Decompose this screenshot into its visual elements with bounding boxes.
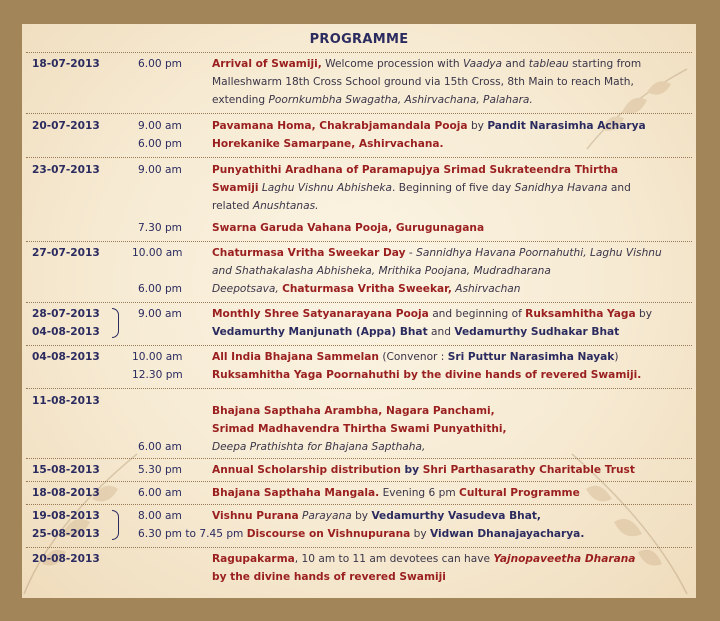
entry-time: 7.30 pm — [138, 222, 182, 234]
entry-text: related Anushtanas. — [212, 200, 319, 212]
divider — [26, 302, 692, 303]
entry-text: Swamiji Laghu Vishnu Abhisheka. Beginning of five day Sanidhya Havana and — [212, 182, 631, 194]
entry-time: 6.00 am — [138, 441, 182, 453]
entry-time: 10.00 am — [132, 351, 183, 363]
entry-text: Bhajana Sapthaha Mangala. Evening 6 pm Cultural Programme — [212, 487, 580, 499]
date-range-brace — [112, 308, 119, 338]
entry-text: Horekanike Samarpane, Ashirvachana. — [212, 138, 444, 150]
divider — [26, 458, 692, 459]
entry-time: 9.00 am — [138, 120, 182, 132]
entry-date: 04-08-2013 — [32, 326, 100, 338]
entry-text: Srimad Madhavendra Thirtha Swami Punyathithi, — [212, 423, 507, 435]
entry-text: extending Poornkumbha Swagatha, Ashirvachana, Palahara. — [212, 94, 533, 106]
date-range-brace — [112, 510, 119, 540]
entry-text: Monthly Shree Satyanarayana Pooja and beginning of Ruksamhitha Yaga by — [212, 308, 652, 320]
page-title: PROGRAMME — [309, 32, 409, 47]
divider — [26, 241, 692, 242]
entry-date: 25-08-2013 — [32, 528, 100, 540]
entry-text: Pavamana Homa, Chakrabjamandala Pooja by Pandit Narasimha Acharya — [212, 120, 646, 132]
entry-date: 18-08-2013 — [32, 487, 100, 499]
entry-text: Malleshwarm 18th Cross School ground via 15th Cross, 8th Main to reach Math, — [212, 76, 634, 88]
entry-text: 6.30 pm to 7.45 pm Discourse on Vishnupurana by Vidwan Dhanajayacharya. — [138, 528, 585, 540]
divider — [26, 388, 692, 389]
entry-text: All India Bhajana Sammelan (Convenor : Sri Puttur Narasimha Nayak) — [212, 351, 619, 363]
entry-text: Punyathithi Aradhana of Paramapujya Srimad Sukrateendra Thirtha — [212, 164, 619, 176]
entry-text: Swarna Garuda Vahana Pooja, Gurugunagana — [212, 222, 485, 234]
entry-time: 6.00 pm — [138, 283, 182, 295]
divider — [26, 345, 692, 346]
entry-time: 10.00 am — [132, 247, 183, 259]
entry-text: Ruksamhitha Yaga Poornahuthi by the divine hands of revered Swamiji. — [212, 369, 642, 381]
entry-time: 12.30 pm — [132, 369, 183, 381]
entry-text: Vedamurthy Manjunath (Appa) Bhat and Vedamurthy Sudhakar Bhat — [212, 326, 620, 338]
divider — [26, 504, 692, 505]
entry-time: 6.00 pm — [138, 58, 182, 70]
entry-date: 04-08-2013 — [32, 351, 100, 363]
entry-time: 9.00 am — [138, 308, 182, 320]
entry-date: 20-08-2013 — [32, 553, 100, 565]
entry-time: 6.00 pm — [138, 138, 182, 150]
entry-text: Chaturmasa Vritha Sweekar Day - Sannidhya Havana Poornahuthi, Laghu Vishnu — [212, 247, 662, 259]
entry-text: Annual Scholarship distribution by Shri Parthasarathy Charitable Trust — [212, 464, 635, 476]
entry-date: 23-07-2013 — [32, 164, 100, 176]
entry-date: 15-08-2013 — [32, 464, 100, 476]
entry-time: 9.00 am — [138, 164, 182, 176]
entry-date: 11-08-2013 — [32, 395, 100, 407]
programme-panel — [22, 24, 696, 598]
entry-text: by the divine hands of revered Swamiji — [212, 571, 446, 583]
entry-date: 20-07-2013 — [32, 120, 100, 132]
entry-time: 6.00 am — [138, 487, 182, 499]
entry-text: Bhajana Sapthaha Arambha, Nagara Panchami, — [212, 405, 495, 417]
entry-text: Deepa Prathishta for Bhajana Sapthaha, — [212, 441, 426, 453]
divider — [26, 481, 692, 482]
entry-text: and Shathakalasha Abhisheka, Mrithika Poojana, Mudradharana — [212, 265, 551, 277]
entry-text: Arrival of Swamiji, Welcome procession with Vaadya and tableau starting from — [212, 58, 642, 70]
divider — [26, 113, 692, 114]
entry-text: Vishnu Purana Parayana by Vedamurthy Vasudeva Bhat, — [212, 510, 541, 522]
entry-time: 8.00 am — [138, 510, 182, 522]
entry-date: 27-07-2013 — [32, 247, 100, 259]
entry-date: 28-07-2013 — [32, 308, 100, 320]
entry-date: 19-08-2013 — [32, 510, 100, 522]
entry-text: Ragupakarma, 10 am to 11 am devotees can have Yajnopaveetha Dharana — [212, 553, 636, 565]
divider — [26, 52, 692, 53]
entry-time: 5.30 pm — [138, 464, 182, 476]
divider — [26, 547, 692, 548]
divider — [26, 157, 692, 158]
entry-text: Deepotsava, Chaturmasa Vritha Sweekar, Ashirvachan — [212, 283, 521, 295]
entry-date: 18-07-2013 — [32, 58, 100, 70]
